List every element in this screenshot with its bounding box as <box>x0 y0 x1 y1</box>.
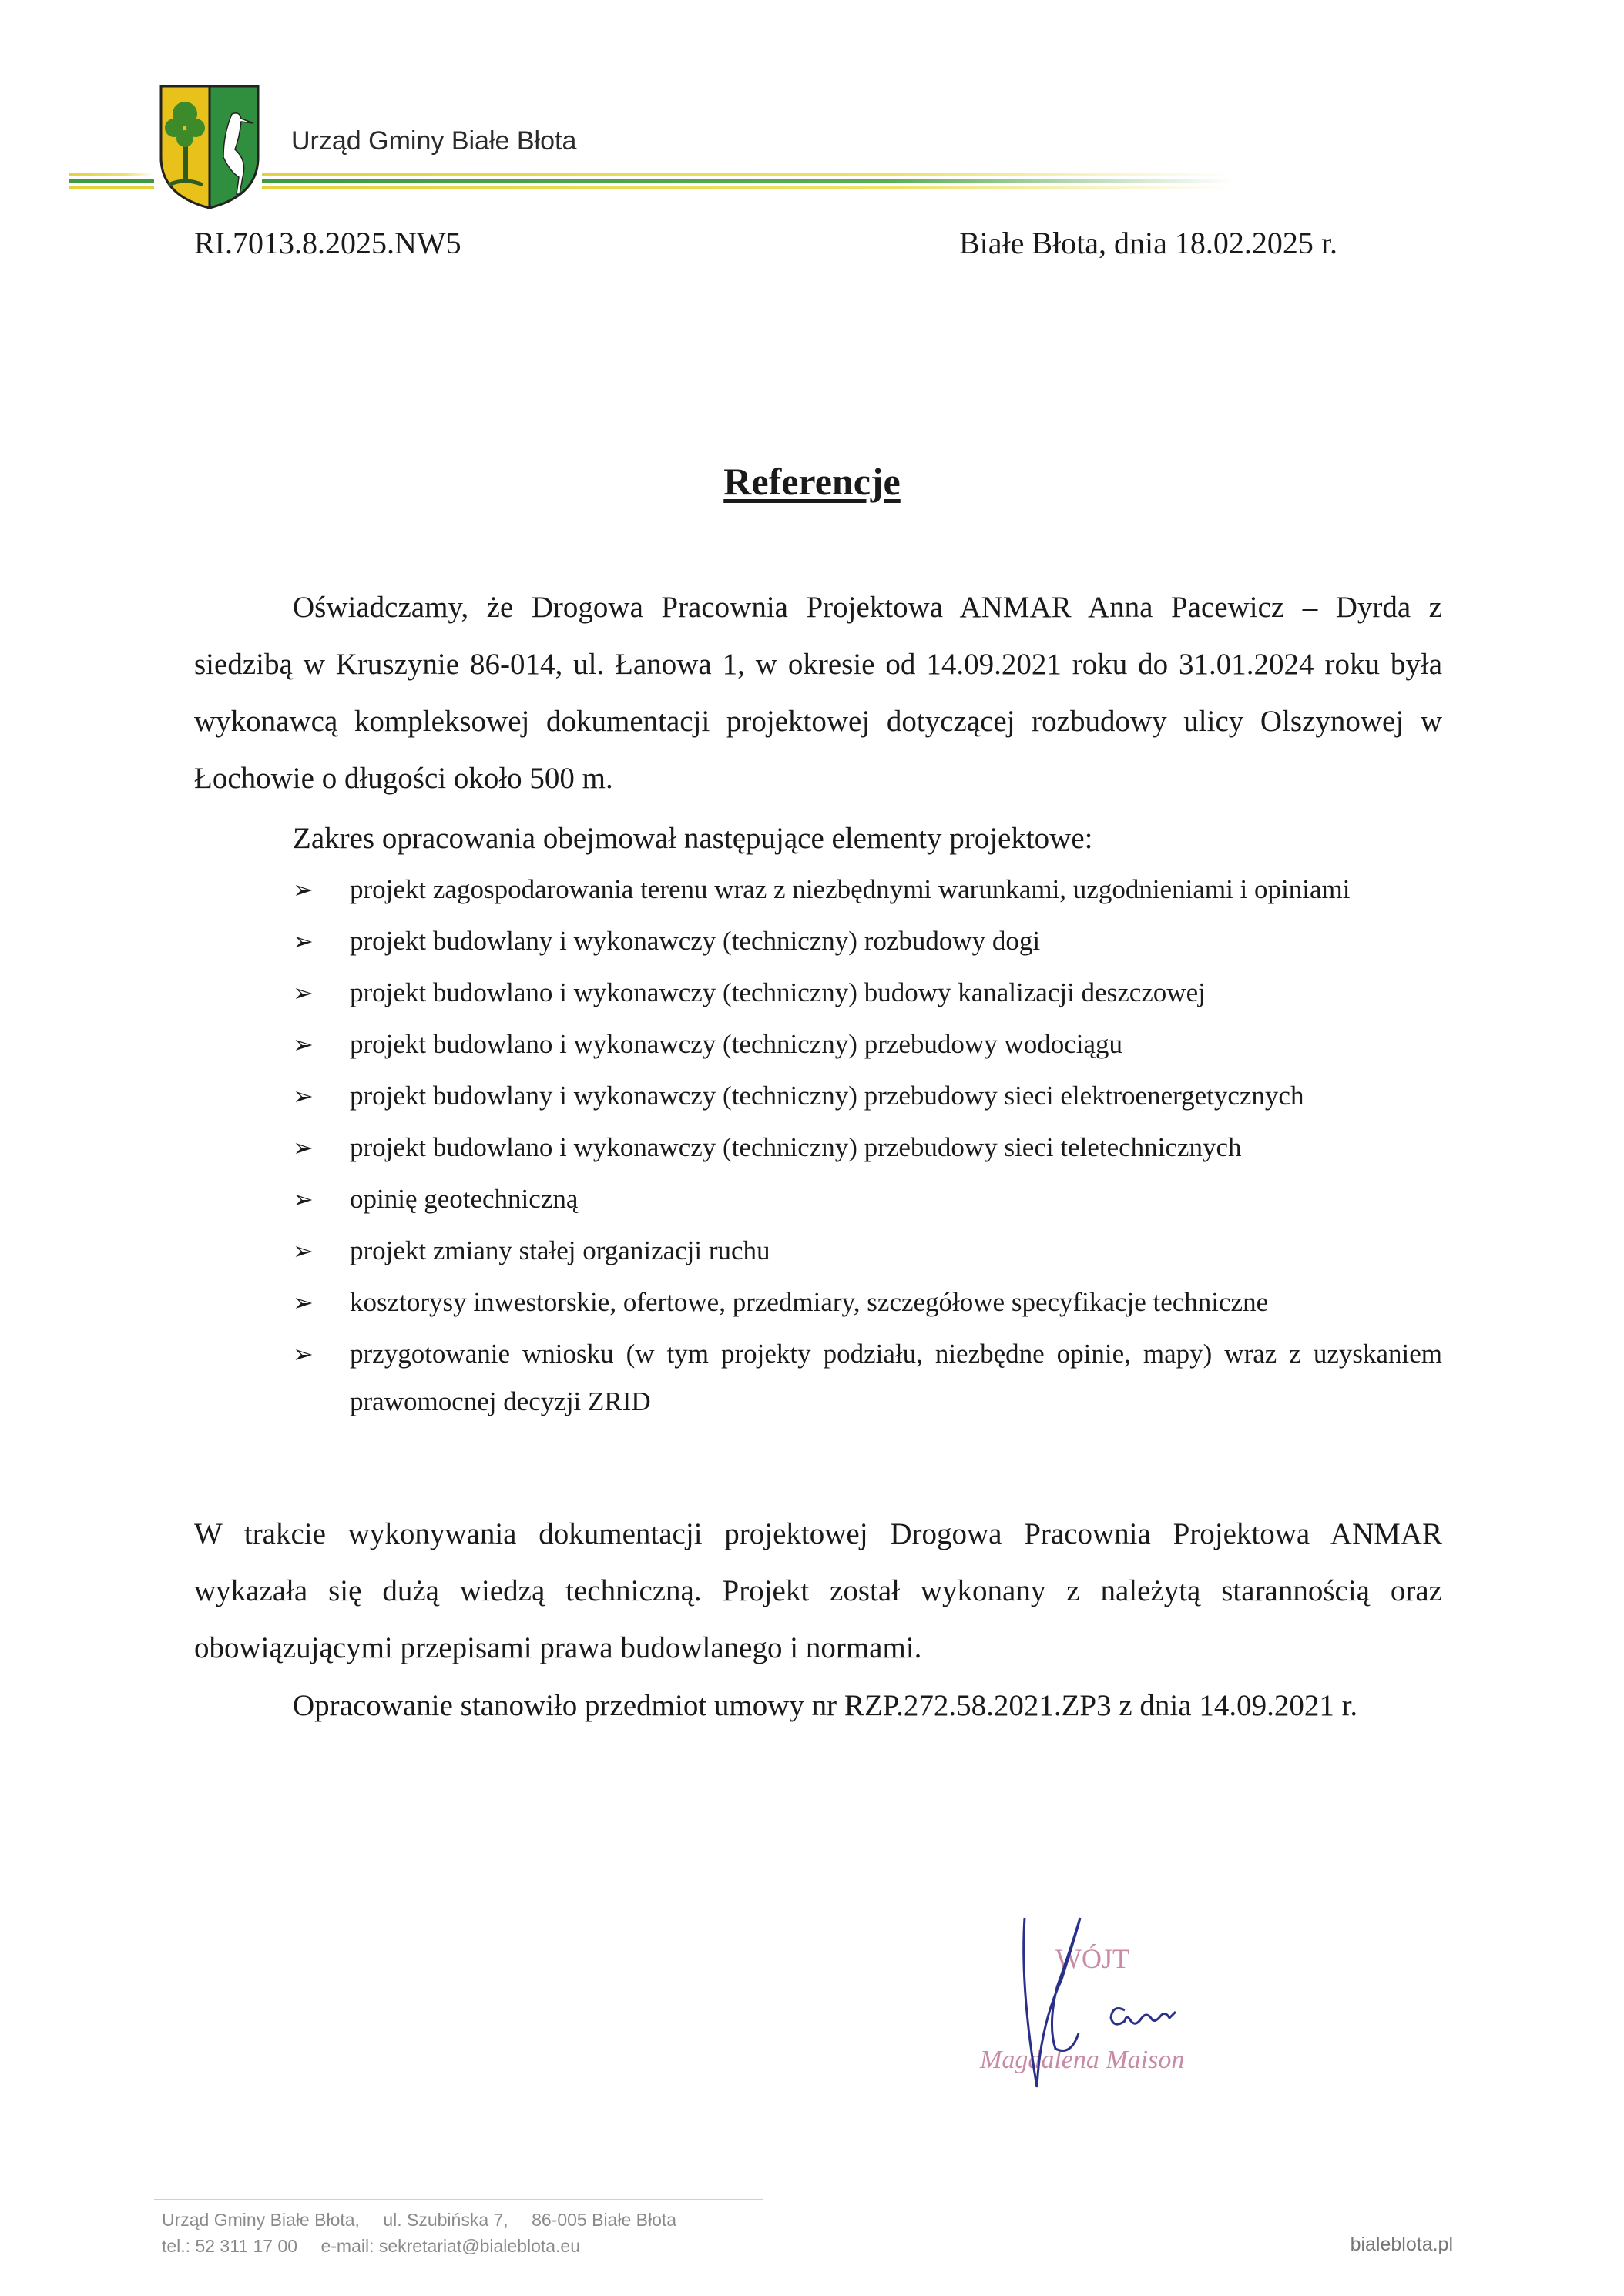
document-title: Referencje <box>723 460 901 503</box>
stamp-name: Magdalena Maison <box>980 2046 1185 2074</box>
list-item: ➢ projekt budowlano i wykonawczy (techniczny) przebudowy sieci teletechnicznych <box>293 1124 1442 1171</box>
list-item: ➢ projekt budowlany i wykonawczy (techniczny) przebudowy sieci elektroenergetycznych <box>293 1072 1442 1120</box>
paragraph-contract: Opracowanie stanowiło przedmiot umowy nr RZP.272.58.2021.ZP3 z dnia 14.09.2021 r. <box>293 1689 1358 1722</box>
organization-name: Urząd Gminy Białe Błota <box>291 126 577 156</box>
list-item: ➢ projekt budowlano i wykonawczy (techniczny) budowy kanalizacji deszczowej <box>293 969 1442 1017</box>
signature-stamp <box>963 1895 1256 2099</box>
list-item: ➢ projekt zmiany stałej organizacji ruchu <box>293 1227 1442 1275</box>
list-item: ➢ przygotowanie wniosku (w tym projekty podziału, niezbędne opinie, mapy) wraz z uzyskaniem prawomocnej decyzji ZRID <box>293 1330 1442 1426</box>
arrow-bullet-icon: ➢ <box>293 1134 314 1161</box>
list-item: ➢ projekt budowlany i wykonawczy (techniczny) rozbudowy dogi <box>293 917 1442 965</box>
scope-intro: Zakres opracowania obejmował następujące elementy projektowe: <box>293 822 1093 855</box>
footer-tel: tel.: 52 311 17 00 <box>162 2236 298 2256</box>
footer-city: 86-005 Białe Błota <box>532 2210 677 2230</box>
arrow-bullet-icon: ➢ <box>293 876 314 903</box>
list-item: ➢ opinię geotechniczną <box>293 1175 1442 1223</box>
footer-divider <box>154 2199 763 2200</box>
arrow-bullet-icon: ➢ <box>293 927 314 955</box>
arrow-bullet-icon: ➢ <box>293 979 314 1007</box>
list-item: ➢ projekt budowlano i wykonawczy (techniczny) przebudowy wodociągu <box>293 1021 1442 1068</box>
arrow-bullet-icon: ➢ <box>293 1082 314 1110</box>
scope-list <box>293 866 1442 1430</box>
arrow-bullet-icon: ➢ <box>293 1237 314 1265</box>
stamp-title: WÓJT <box>1055 1943 1129 1974</box>
paragraph-intro: Oświadczamy, że Drogowa Pracownia Projektowa ANMAR Anna Pacewicz – Dyrda z siedzibą w Kruszynie 86-014, ul. Łanowa 1, w okresie od 14.09.2021 roku do 31.01.2024 roku była wykonawcą kompleksowej dokumentacji projektowej dotyczącej rozbudowy ulicy Olszynowej w Łochowie o długości około 500 m. <box>194 591 1442 795</box>
header-stripes <box>69 169 1233 193</box>
footer-email: e-mail: sekretariat@bialeblota.eu <box>320 2236 581 2256</box>
footer-org: Urząd Gminy Białe Błota, <box>162 2210 360 2230</box>
paragraph-assessment: W trakcie wykonywania dokumentacji projektowej Drogowa Pracownia Projektowa ANMAR wykazała się dużą wiedzą techniczną. Projekt został wykonany z należytą starannością oraz obowiązującymi przepisami prawa budowlanego i normami. <box>194 1517 1442 1664</box>
footer-website: bialeblota.pl <box>1350 2234 1453 2255</box>
arrow-bullet-icon: ➢ <box>293 1340 314 1368</box>
list-item: ➢ projekt zagospodarowania terenu wraz z niezbędnymi warunkami, uzgodnieniami i opiniami <box>293 866 1442 913</box>
footer-street: ul. Szubińska 7, <box>383 2210 508 2230</box>
place-and-date: Białe Błota, dnia 18.02.2025 r. <box>958 226 1337 260</box>
footer-address <box>162 2207 695 2259</box>
arrow-bullet-icon: ➢ <box>293 1031 314 1058</box>
arrow-bullet-icon: ➢ <box>293 1289 314 1316</box>
reference-number: RI.7013.8.2025.NW5 <box>194 226 461 260</box>
list-item: ➢ kosztorysy inwestorskie, ofertowe, przedmiary, szczegółowe specyfikacje techniczne <box>293 1279 1442 1326</box>
arrow-bullet-icon: ➢ <box>293 1185 314 1213</box>
